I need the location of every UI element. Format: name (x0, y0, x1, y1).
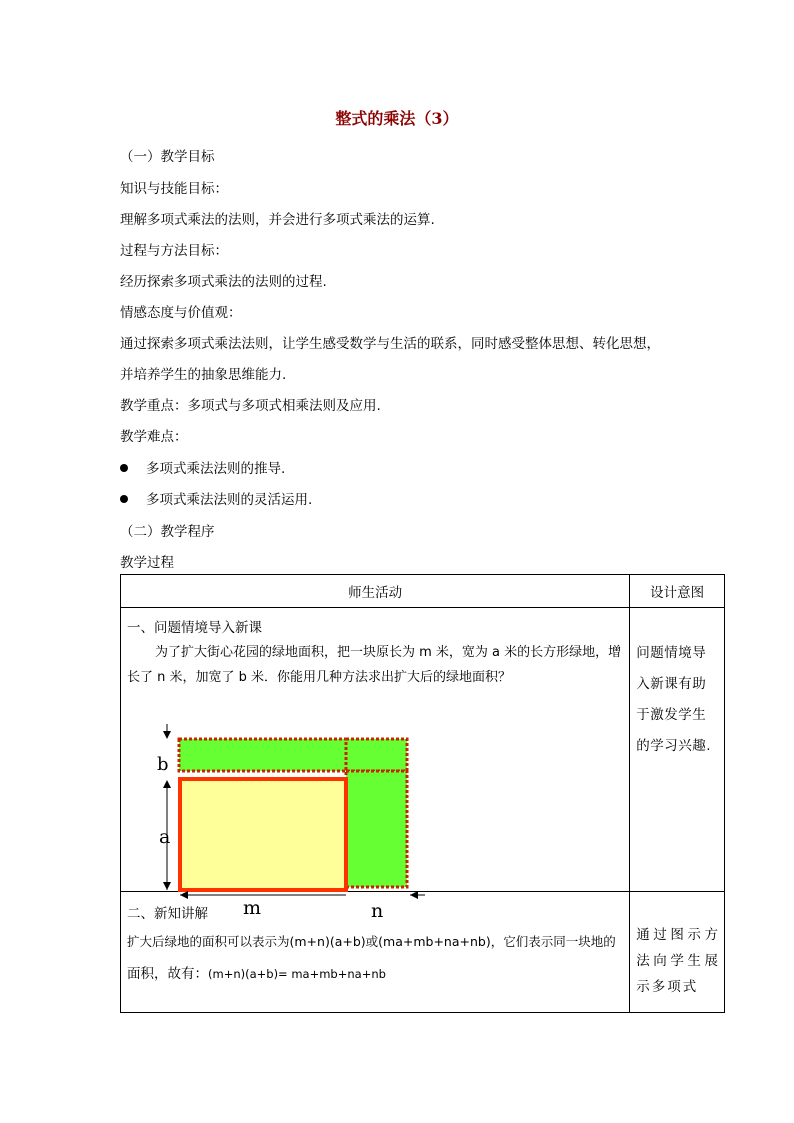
row1-text-2: 长了 n 米，加宽了 b 米．你能用几种方法求出扩大后的绿地面积？ (127, 670, 512, 685)
row1-text-1: 为了扩大街心花园的绿地面积，把一块原长为 m 米，宽为 a 米的长方形绿地，增 (155, 645, 622, 660)
row2-intent (630, 892, 725, 1013)
difficulty-item-1-text: 多项式乘法法则的推导. (146, 461, 286, 477)
table-row (121, 608, 725, 892)
key-point: 教学重点：多项式与多项式相乘法则及应用. (120, 398, 381, 414)
top-left-green-rect (179, 739, 346, 771)
lesson-table (120, 574, 725, 1013)
label-m: m (243, 897, 262, 918)
row2-text-2-prefix: 面积，故有： (127, 966, 208, 982)
emotion-text-1: 通过探索多项式乘法法则，让学生感受数学与生活的联系，同时感受整体思想、转化思想， (120, 336, 660, 352)
right-green-rect (346, 771, 407, 887)
row1-heading: 一、问题情境导入新课 (127, 620, 262, 636)
label-b: b (157, 754, 169, 775)
table-header-row (121, 575, 725, 608)
bullet-icon (120, 495, 128, 503)
emotion-text-2: 并培养学生的抽象思维能力. (120, 367, 287, 383)
original-yellow-rect (180, 779, 346, 890)
procedure-heading: （二）教学程序 (120, 524, 215, 540)
knowledge-heading: 知识与技能目标： (120, 181, 228, 197)
row2-text-2 (127, 962, 386, 982)
a-arrow-top (163, 780, 171, 788)
row2-note: 通过图示方法向学生展示多项式 (636, 927, 720, 995)
row1-intent (630, 608, 725, 892)
goals-heading: （一）教学目标 (120, 149, 215, 165)
row2-activity (121, 892, 630, 1013)
row2-heading: 二、新知讲解 (127, 906, 208, 922)
row2-text-1: 扩大后绿地的面积可以表示为(m+n)(a+b)或(ma+mb+na+nb)，它们表示同一块地的 (127, 934, 616, 949)
page-title: 整式的乘法（3） (335, 109, 459, 128)
difficulty-item-2 (120, 488, 312, 508)
bullet-icon (120, 464, 128, 472)
b-arrow-head (163, 731, 171, 739)
knowledge-text: 理解多项式乘法的法则，并会进行多项式乘法的运算. (120, 212, 435, 228)
emotion-heading: 情感态度与价值观： (120, 305, 242, 321)
a-arrow-bottom (163, 882, 171, 890)
header-activity: 师生活动 (121, 575, 630, 608)
row1-note: 问题情境导入新课有助于激发学生的学习兴趣. (636, 645, 712, 754)
table-row (121, 892, 725, 1013)
row2-formula: (m+n)(a+b)= ma+mb+na+nb (208, 967, 386, 981)
difficulty-heading: 教学难点： (120, 429, 188, 445)
label-n: n (371, 900, 384, 918)
process-heading: 过程与方法目标： (120, 243, 228, 259)
difficulty-item-2-text: 多项式乘法法则的灵活运用. (146, 492, 313, 508)
process-text: 经历探索多项式乘法的法则的过程. (120, 274, 327, 290)
process-label: 教学过程 (120, 555, 174, 571)
header-intent: 设计意图 (630, 575, 725, 608)
top-right-green-rect (346, 739, 407, 771)
label-a: a (159, 826, 171, 848)
difficulty-item-1 (120, 457, 285, 477)
area-figure (157, 718, 457, 918)
